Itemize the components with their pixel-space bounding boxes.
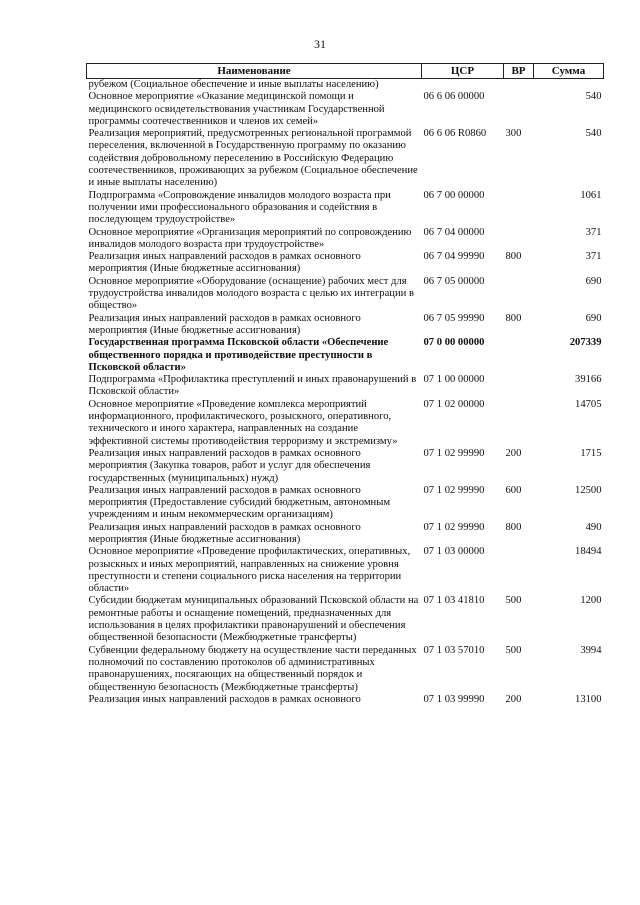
row-csr-cell: 07 1 02 99990: [423, 484, 485, 496]
row-sum-cell: 690: [585, 312, 602, 324]
header-csr: ЦСР: [422, 64, 504, 79]
table-row: [87, 546, 604, 595]
row-name-cell: Основное мероприятие «Организация мероприятий по сопровождению инвалидов молодого возраста при трудоустройстве»: [88, 226, 412, 250]
row-csr-cell: 06 6 06 R0860: [423, 128, 487, 140]
row-vr-cell: [504, 399, 534, 448]
row-sum-cell: 540: [585, 91, 602, 103]
row-csr-cell: 07 1 02 00000: [423, 398, 485, 410]
row-vr-cell: [504, 91, 534, 128]
row-vr-cell: 200: [505, 693, 522, 705]
table-row: [87, 91, 604, 128]
table-header-row: [87, 64, 604, 79]
table-row: [87, 190, 604, 227]
table-row: [87, 227, 604, 252]
row-name-cell: Субсидии бюджетам муниципальных образований Псковской области на ремонтные работы и оснащение помещений, предназначенных для использования в целях профилактики правонарушений и обеспечения общественной безопасности (Межбюджетные трансферты): [88, 595, 419, 644]
row-csr-cell: 07 1 03 57010: [423, 644, 485, 656]
row-sum-cell: 1061: [580, 189, 602, 201]
row-name-cell: Основное мероприятие «Оказание медицинской помощи и медицинского освидетельствования участникам Государственной программы соотечественников и членов их семей»: [88, 91, 385, 127]
row-vr-cell: [504, 79, 534, 92]
row-vr-cell: 600: [505, 484, 522, 496]
row-csr-cell: 07 1 02 99990: [423, 447, 485, 459]
row-csr-cell: 07 1 03 00000: [423, 546, 485, 558]
table-row: [87, 522, 604, 547]
row-csr-cell: 06 7 04 00000: [423, 226, 485, 238]
row-csr-cell: 06 7 04 99990: [423, 251, 485, 263]
row-sum-cell: 14705: [575, 398, 602, 410]
row-csr-cell: 06 7 00 00000: [423, 189, 485, 201]
table-row: [87, 645, 604, 694]
row-name-cell: Подпрограмма «Сопровождение инвалидов молодого возраста при получении ими профессионального образования и содействия в последующем трудоустройстве»: [88, 189, 391, 226]
table-row: [87, 276, 604, 313]
header-sum: Сумма: [534, 64, 604, 79]
row-csr-cell: 07 0 00 00000: [423, 337, 485, 349]
row-name-cell: Реализация иных направлений расходов в рамках основного: [88, 693, 361, 705]
row-sum-cell: 39166: [575, 374, 602, 386]
row-sum-cell: 1715: [580, 447, 602, 459]
row-name-cell: рубежом (Социальное обеспечение и иные выплаты населению): [88, 79, 379, 90]
row-vr-cell: 800: [505, 521, 522, 533]
table-row: [87, 374, 604, 399]
row-name-cell: Реализация иных направлений расходов в рамках основного мероприятия (Иные бюджетные ассигнования): [88, 521, 361, 545]
row-name-cell: Государственная программа Псковской области «Обеспечение общественного порядка и противодействие преступности в Псковской области»: [88, 337, 389, 373]
row-name-cell: Субвенции федеральному бюджету на осуществление части переданных полномочий по составлению протоколов об административных правонарушениях, посягающих на общественный порядок и общественную безопасность (Межбюджетные трансферты): [88, 644, 417, 693]
row-sum-cell: 490: [585, 521, 602, 533]
row-sum-cell: 371: [585, 251, 602, 263]
table-row: [87, 313, 604, 338]
row-csr-cell: 07 1 03 41810: [423, 595, 485, 607]
table-row: [87, 448, 604, 485]
row-name-cell: Реализация иных направлений расходов в рамках основного мероприятия (Закупка товаров, работ и услуг для обеспечения государственных (муниципальных) нужд): [88, 447, 371, 484]
row-sum-cell: 1200: [580, 595, 602, 607]
row-sum-cell: 690: [585, 275, 602, 287]
row-sum-cell: 12500: [575, 484, 602, 496]
row-sum-cell: 18494: [575, 546, 602, 558]
row-vr-cell: [504, 374, 534, 399]
row-vr-cell: 200: [505, 447, 522, 459]
row-sum-cell: 13100: [575, 693, 602, 705]
row-vr-cell: [504, 190, 534, 227]
row-csr-cell: 07 1 03 99990: [423, 693, 485, 705]
table-body: [87, 79, 604, 707]
row-name-cell: Основное мероприятие «Проведение комплекса мероприятий информационного, профилактического, розыскного, оперативного, технического и иного характера, направленных на создание эффективной системы противодействия терроризму и экстремизму»: [88, 398, 398, 447]
row-name-cell: Реализация иных направлений расходов в рамках основного мероприятия (Предоставление субсидий бюджетным, автономным учреждениям и иным некоммерческим организациям): [88, 484, 391, 521]
row-vr-cell: 500: [505, 644, 522, 656]
row-vr-cell: 500: [505, 595, 522, 607]
table-row: [87, 79, 604, 92]
row-sum-cell: 371: [585, 226, 602, 238]
row-vr-cell: 800: [505, 312, 522, 324]
row-name-cell: Основное мероприятие «Оборудование (оснащение) рабочих мест для трудоустройства инвалидов молодого возраста с целью их интеграции в общество»: [88, 275, 414, 312]
row-sum-cell: [534, 79, 604, 92]
budget-table: [86, 63, 604, 706]
row-name-cell: Реализация иных направлений расходов в рамках основного мероприятия (Иные бюджетные ассигнования): [88, 312, 361, 336]
row-name-cell: Реализация мероприятий, предусмотренных региональной программой переселения, включенной в Государственную программу по оказанию содействия добровольному переселению в Российскую Федерацию соотечественников, проживающих за рубежом (Социальное обеспечение и иные выплаты населению): [88, 128, 418, 189]
table-row: [87, 128, 604, 189]
row-csr-cell: 07 1 02 99990: [423, 521, 485, 533]
row-name-cell: Основное мероприятие «Проведение профилактических, оперативных, розыскных и иных мероприятий, направленных на снижение уровня преступности и степени социального риска населения на территории области»: [88, 546, 411, 595]
row-vr-cell: 800: [505, 251, 522, 263]
table-row: [87, 399, 604, 448]
table-row: [87, 251, 604, 276]
row-name-cell: Подпрограмма «Профилактика преступлений и иных правонарушений в Псковской области»: [88, 374, 417, 398]
row-vr-cell: [504, 276, 534, 313]
row-vr-cell: [504, 337, 534, 374]
row-sum-cell: 540: [585, 128, 602, 140]
row-vr-cell: 300: [505, 128, 522, 140]
row-csr-cell: 06 7 05 99990: [423, 312, 485, 324]
row-sum-cell: 3994: [580, 644, 602, 656]
header-vr: ВР: [504, 64, 534, 79]
row-csr-cell: 06 7 05 00000: [423, 275, 485, 287]
row-name-cell: Реализация иных направлений расходов в рамках основного мероприятия (Иные бюджетные ассигнования): [88, 251, 361, 275]
page-number: 31: [314, 37, 326, 51]
row-sum-cell: 207339: [569, 337, 602, 349]
row-csr-cell: 06 6 06 00000: [423, 91, 485, 103]
row-vr-cell: [504, 546, 534, 595]
table-row: [87, 337, 604, 374]
header-name: Наименование: [87, 64, 422, 79]
row-vr-cell: [504, 227, 534, 252]
row-csr-cell: 07 1 00 00000: [423, 374, 485, 386]
table-row: [87, 694, 604, 706]
row-csr-cell: [422, 79, 504, 92]
table-row: [87, 485, 604, 522]
table-row: [87, 595, 604, 644]
